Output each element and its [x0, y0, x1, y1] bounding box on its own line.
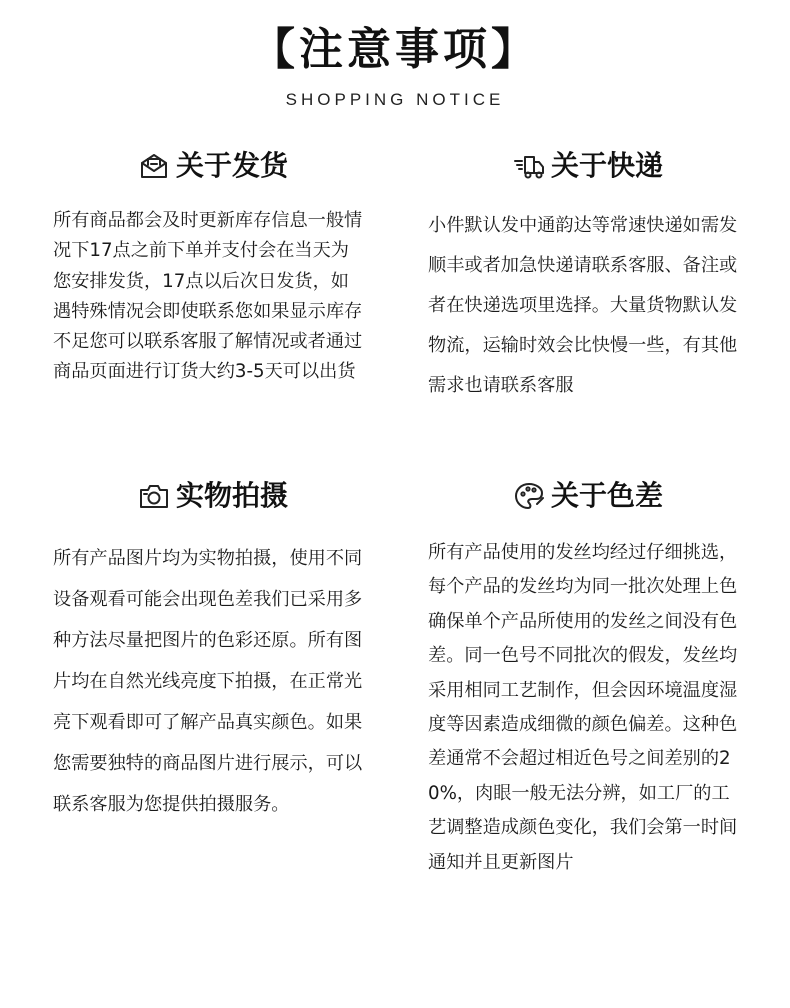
package-box-icon [138, 150, 170, 182]
page-title: 【注意事项】 [251, 24, 539, 75]
section-title: 实物拍摄 [175, 479, 288, 512]
section-color [428, 476, 748, 880]
section-heading [53, 146, 373, 186]
section-express [428, 146, 748, 406]
section-photo [53, 476, 373, 825]
section-body: 所有产品使用的发丝均经过仔细挑选，每个产品的发丝均为同一批次处理上色确保单个产品所使用的发丝之间没有色差。同一色号不同批次的假发，发丝均采用相同工艺制作，但会因环境温度湿度等因素造成细微的颜色偏差。这种色差通常不会超过相近色号之间差别的20%，肉眼一般无法分辨，如工厂的工艺调整造成颜色变化，我们会第一时间通知并且更新图片 [428, 542, 738, 873]
section-heading [53, 476, 373, 516]
section-title: 关于发货 [175, 149, 288, 182]
section-body: 小件默认发中通韵达等常速快递如需发顺丰或者加急快递请联系客服、备注或者在快递选项里选择。大量货物默认发物流，运输时效会比快慢一些，有其他需求也请联系客服 [428, 215, 738, 396]
section-title: 关于色差 [550, 479, 663, 512]
section-shipping [53, 146, 373, 388]
section-title: 关于快递 [550, 149, 663, 182]
palette-icon [513, 480, 545, 512]
section-body: 所有商品都会及时更新库存信息一般情况下17点之前下单并支付会在当天为您安排发货，17点以后次日发货，如遇特殊情况会即使联系您如果显示库存不足您可以联系客服了解情况或者通过商品页面进行订货大约3-5天可以出货 [53, 210, 363, 383]
page-subtitle: SHOPPING NOTICE [285, 90, 505, 109]
camera-icon [138, 480, 170, 512]
delivery-truck-icon [513, 150, 545, 182]
section-body: 所有产品图片均为实物拍摄，使用不同设备观看可能会出现色差我们已采用多种方法尽量把图片的色彩还原。所有图片均在自然光线亮度下拍摄，在正常光亮下观看即可了解产品真实颜色。如果您需要独特的商品图片进行展示，可以联系客服为您提供拍摄服务。 [53, 548, 363, 815]
section-heading [428, 146, 748, 186]
section-heading [428, 476, 748, 516]
